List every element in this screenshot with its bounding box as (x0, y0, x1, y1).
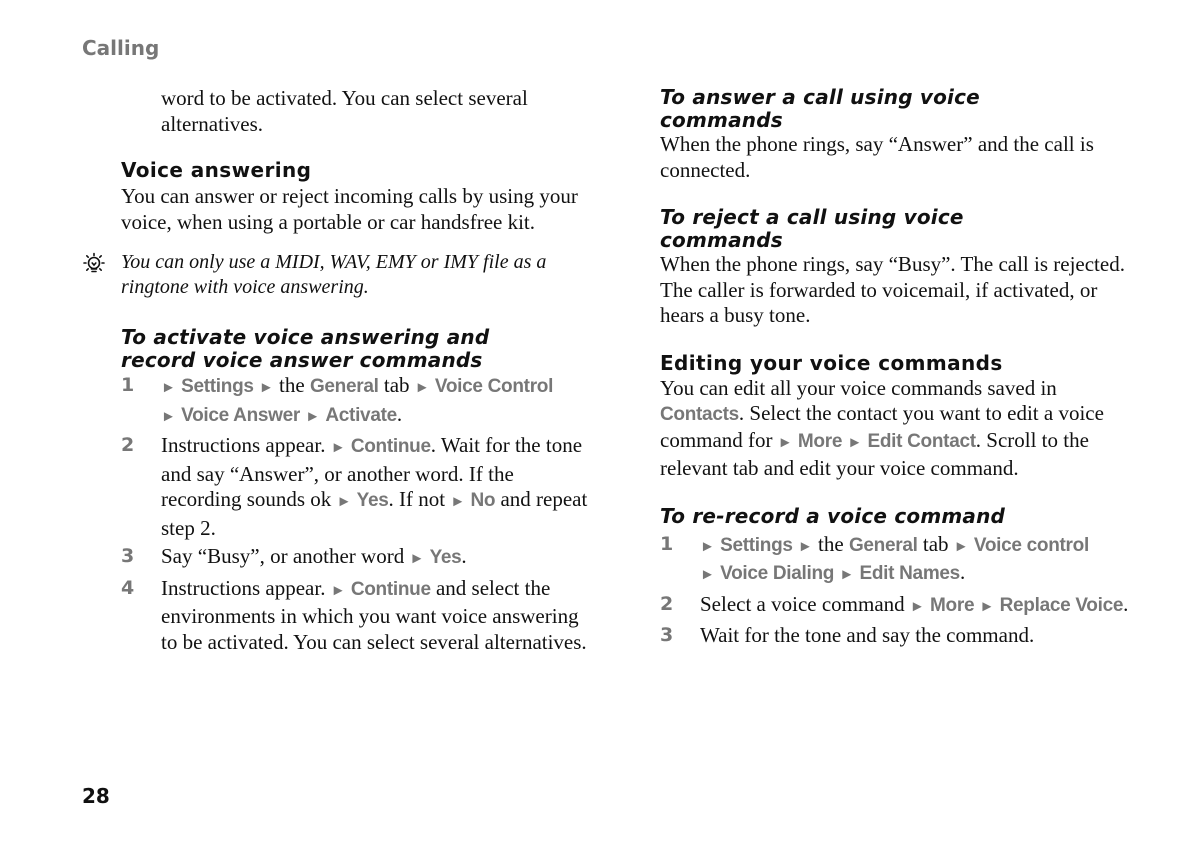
step-number: 4 (121, 576, 135, 599)
rerecord-heading: To re-record a voice command (660, 503, 1006, 528)
tip-text: You can only use a MIDI, WAV, EMY or IMY file as a ringtone with voice answering. (121, 251, 547, 298)
activate-heading (121, 326, 591, 372)
arrow-icon: ► (305, 408, 321, 425)
left-column (121, 86, 591, 655)
reject-heading-line2: commands (660, 228, 783, 252)
menu-more: More (797, 430, 843, 452)
activate-heading-line1: To activate voice answering and (121, 325, 490, 349)
continued-text-line2: alternatives. (161, 111, 264, 136)
page-number: 28 (82, 784, 110, 808)
step-text: Say “Busy”, or another word (161, 544, 410, 568)
editing-text (660, 376, 1130, 482)
answer-heading-line1: To answer a call using voice (660, 85, 980, 109)
step-item (660, 623, 1130, 649)
menu-more: More (930, 594, 975, 616)
step-number: 1 (121, 374, 135, 396)
arrow-icon: ► (450, 494, 466, 510)
menu-voice-answer: Voice Answer (181, 404, 300, 426)
step-number: 1 (660, 532, 674, 555)
menu-general: General (848, 534, 918, 556)
menu-settings: Settings (181, 376, 254, 397)
step-text: . If not (388, 487, 451, 511)
answer-heading-line2: commands (660, 108, 783, 132)
step-item (121, 576, 591, 656)
step-text: the (273, 373, 310, 397)
arrow-icon: ► (258, 380, 274, 396)
voice-answering-heading: Voice answering (121, 158, 312, 182)
step-text: . (959, 560, 966, 584)
menu-yes: Yes (356, 490, 389, 511)
step-number: 2 (660, 592, 674, 615)
step-text: . (1123, 591, 1129, 616)
step-number: 2 (121, 434, 135, 456)
answer-heading (660, 86, 1130, 132)
arrow-icon: ► (414, 380, 430, 396)
arrow-icon: ► (839, 567, 855, 583)
editing-text-part: . Select the contact you want to edit a voice command for (660, 401, 1104, 452)
arrow-icon: ► (909, 598, 925, 615)
step-text: . (461, 544, 467, 568)
step-item (660, 532, 1130, 589)
section-header: Calling (82, 36, 160, 60)
arrow-icon: ► (797, 538, 813, 555)
step-text: tab (917, 531, 954, 556)
editing-text-part: You can edit all your voice commands saved in (660, 375, 1057, 400)
step-number: 3 (660, 624, 674, 646)
step-number: 3 (121, 545, 135, 567)
answer-text: When the phone rings, say “Answer” and the call is connected. (660, 132, 1094, 182)
arrow-icon: ► (700, 538, 715, 555)
step-item (121, 544, 591, 573)
menu-yes: Yes (429, 547, 462, 568)
menu-voice-dialing: Voice Dialing (720, 563, 835, 584)
step-text: Wait for the tone and say the command. (700, 623, 1035, 647)
arrow-icon: ► (161, 408, 176, 425)
step-item (660, 592, 1130, 621)
activate-steps (121, 373, 591, 655)
right-column (660, 86, 1130, 649)
menu-voice-control: Voice control (973, 534, 1089, 556)
editing-text-part: . Scroll to the relevant tab and edit your voice command. (660, 427, 1089, 480)
step-text: Select a voice command (700, 591, 910, 616)
activate-heading-line2: record voice answer commands (121, 348, 483, 372)
step-text: Instructions appear. (161, 575, 331, 600)
tip-note (121, 250, 591, 299)
reject-heading (660, 206, 1130, 252)
menu-settings: Settings (720, 534, 793, 556)
arrow-icon: ► (700, 567, 715, 583)
step-text: and repeat step 2. (161, 487, 588, 540)
step-text: Instructions appear. (161, 433, 331, 457)
step-item (121, 373, 591, 430)
arrow-icon: ► (409, 551, 425, 567)
menu-general: General (309, 376, 379, 397)
step-text: tab (378, 373, 415, 397)
rerecord-steps (660, 532, 1130, 649)
step-text: and select the environments in which you want voice answering to be activated. You can select several alternatives. (161, 575, 587, 654)
menu-edit-names: Edit Names (859, 563, 960, 584)
menu-continue: Continue (350, 578, 431, 600)
voice-answering-text: You can answer or reject incoming calls by using your voice, when using a portable or car handsfree kit. (121, 184, 578, 234)
arrow-icon: ► (336, 494, 352, 510)
menu-continue: Continue (350, 436, 431, 457)
menu-no: No (470, 490, 496, 511)
editing-heading: Editing your voice commands (660, 350, 1003, 375)
lightbulb-icon (81, 252, 107, 278)
menu-edit-contact: Edit Contact (867, 430, 976, 452)
arrow-icon: ► (330, 582, 346, 599)
continued-text (161, 86, 591, 137)
step-item (121, 433, 591, 541)
arrow-icon: ► (777, 434, 793, 451)
arrow-icon: ► (330, 440, 346, 456)
continued-text-line1: word to be activated. You can select several (161, 86, 528, 110)
reject-text: When the phone rings, say “Busy”. The call is rejected. The caller is forwarded to voicemail, if activated, or hears a busy tone. (660, 252, 1125, 327)
step-text: . Wait for the tone and say “Answer”, or another word. If the recording sounds ok (161, 433, 583, 511)
menu-activate: Activate (325, 404, 397, 426)
arrow-icon: ► (979, 598, 995, 615)
menu-contacts: Contacts (660, 404, 739, 425)
menu-voice-control: Voice Control (434, 376, 554, 397)
arrow-icon: ► (161, 380, 176, 396)
menu-replace-voice: Replace Voice (999, 594, 1124, 616)
arrow-icon: ► (847, 434, 863, 451)
arrow-icon: ► (953, 538, 969, 555)
reject-heading-line1: To reject a call using voice (660, 205, 964, 229)
step-text: the (812, 531, 849, 556)
step-text: . (396, 401, 403, 426)
